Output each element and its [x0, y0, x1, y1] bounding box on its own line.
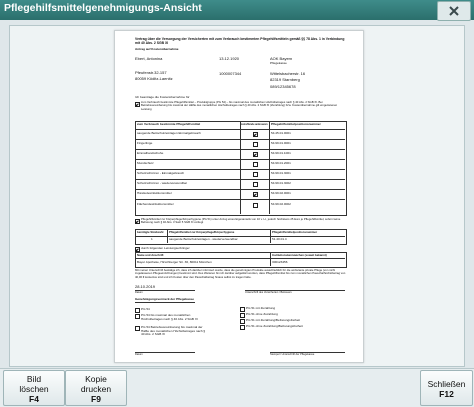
print-copy-button[interactable]: [65, 370, 127, 406]
th-item: zum Verbrauch bestimmte Pflegehilfsmittel: [137, 122, 201, 126]
patient-name: Ebert, Antonina: [135, 56, 163, 61]
row-checkbox: [253, 192, 258, 197]
row-number: 54.99.02.0001: [271, 191, 291, 195]
row-number: 54.45.01.0001: [271, 131, 291, 135]
insured-number: 1000007344: [219, 71, 242, 76]
sign-date-label: Datum: [135, 291, 143, 294]
t2-th-item: Pflegehilfsmittel zur Körperpflege/Körperhygiene: [169, 230, 235, 234]
close-button[interactable]: [437, 1, 471, 21]
patient-city: 80059 Köditz-Laenitz: [135, 76, 173, 81]
provider-name: Bayer Apotheke, Hirschberger Str. 36, 80011 München: [137, 260, 212, 264]
option1-text: zum Verbrauch bestimmte Pflegehilfsmittel – Produktgruppe (PG 54) – bis maximal des monatlichen Höchstbetrages nach § 40 Abs. 2 SGB XI. Bei Betriebsvereinbarung bis maximal der Hälfte des monatlichen Höchstbetrages nach § 40 Abs. 2 SGB XI (Zuzahlung) bzw. Kostenübernahme gilt eingetretenen Leistung: [141, 100, 338, 111]
row-checkbox: [253, 172, 258, 177]
row-item: Schutzschürzen - wiederverwendbar: [137, 181, 188, 185]
row-checkbox: [253, 203, 258, 208]
close-window-label: Schließen: [427, 379, 466, 389]
row-number: 54.99.02.0002: [271, 202, 291, 206]
th-check: zutreffende ankreuzen: [241, 123, 268, 126]
row-checkbox: [253, 182, 258, 187]
provider-ik: 300123456: [272, 260, 288, 264]
t3-th-ik: Institutionskennzeichen (soweit bekannt): [272, 253, 327, 257]
row-item: Fingerlinge: [137, 141, 153, 145]
delete-image-key: F4: [29, 394, 39, 404]
approval-option: PG 51 ohne Zuzahlung/Befreiungsfreiheit: [246, 324, 303, 328]
row-number: 54.99.01.3002: [271, 181, 291, 185]
delete-image-label-1: Bild: [26, 374, 42, 384]
close-icon: [448, 5, 460, 17]
insurer-city: 82319 Starnberg: [270, 77, 300, 82]
approval-option: PG 54: [141, 307, 150, 311]
sign-label: Unterschrift des Versicherten / Betreuers: [245, 291, 292, 294]
close-window-key: F12: [439, 389, 454, 399]
row-number: 54.99.01.3001: [271, 171, 291, 175]
th-number: Pflegehilfsmittelpositionsnummer: [271, 122, 321, 126]
approval-option: PG 54 bis maximal des monatlichen Höchstbetrages nach § 40 Abs. 2 SGB XI: [141, 313, 198, 321]
t2-th-qty: benötigte Stückzahl: [137, 230, 164, 234]
row-checkbox: [253, 142, 258, 147]
sign-date: 28.10.2019: [135, 284, 156, 289]
insurer-phone: 089/12345678: [270, 84, 296, 89]
birthdate: 13.12.1920: [219, 56, 240, 61]
approval-checkbox: [240, 319, 245, 324]
row-item: saugende Bettschutzeinlagen Einmalgebrauch: [137, 131, 201, 135]
approval-checkbox: [240, 307, 245, 312]
insurer-name: AOK Bayern: [270, 56, 293, 61]
print-copy-label-1: Kopie: [85, 374, 107, 384]
approval-option: PG 51 mit Zuzahlung/Befreiungsfreiheit: [246, 318, 300, 322]
row-number: 54.99.01.1001: [271, 151, 291, 155]
option3-text: durch folgenden Leistungserbringer: [141, 246, 190, 250]
approval-checkbox: [135, 326, 140, 331]
delete-image-button[interactable]: [3, 370, 65, 406]
approval-option: PG 51 ohne Zuzahlung: [246, 312, 278, 316]
row-checkbox: [253, 152, 258, 157]
row-item: Flächendesinfektionsmittel: [137, 202, 174, 206]
image-viewer[interactable]: [9, 25, 465, 367]
insurer-street: Wittelsbacherstr. 16: [270, 71, 306, 76]
option2-checkbox: [135, 219, 140, 224]
close-window-button[interactable]: [420, 370, 473, 406]
delete-image-label-2: löschen: [19, 384, 49, 394]
t2-number: 51.40.01.4: [272, 237, 287, 241]
footer-date-label: Datum: [135, 353, 143, 356]
insurer-sub: Pflegekasse: [270, 61, 287, 65]
patient-street: Pfeufenstr.32-157: [135, 70, 167, 75]
consent-text: Mit meiner Unterschrift bestätige ich, dass ich darüber informiert wurde, dass die genehmigten Produkte ausschließlich für die ambulante private Pflege (von nicht zugelassenen Pflegeeinrichtungen) bestimmt sind. Des Weiteren bin ich darüber aufgeklärt worden, dass Pflegehilfsmittel bis zum monatlichen Pauschalhöchstbetrag von 40,00 € kostenlos sind und ich Kosten über den Pauschalbetrag hinaus selbst zu tragen habe.: [135, 268, 346, 279]
approval-checkbox: [240, 325, 245, 330]
approval-checkbox: [135, 308, 140, 313]
footer-stamp-label: Stempel / Unterschrift der Pflegekasse: [270, 353, 315, 356]
approval-checkbox: [135, 314, 140, 319]
request-intro: Ich beantrage die Kostenübernahme für: [135, 95, 190, 99]
document-page: [114, 30, 364, 363]
t2-th-number: Pflegehilfsmittelpositionsnummer: [272, 230, 318, 234]
approval-option: PG 54 Betriebsvereinbarung bis maximal der Hälfte des monatlichen Höchstbetrages nach § 40 Abs. 2 SGB XI: [141, 325, 206, 337]
approval-option: PG 51 mit Zuzahlung: [246, 306, 276, 310]
row-item: Einmalhandschuhe: [137, 151, 164, 155]
t2-qty: 1: [151, 237, 153, 241]
approval-checkbox: [240, 313, 245, 318]
option1-checkbox: [135, 102, 140, 107]
row-item: Schutzschürzen - Einmalgebrauch: [137, 171, 185, 175]
row-item: Mundschutz: [137, 161, 154, 165]
row-number: 54.99.01.0001: [271, 141, 291, 145]
row-number: 54.99.01.2001: [271, 161, 291, 165]
t3-th-name: Name und Anschrift: [137, 253, 164, 257]
window-title: Pflegehilfsmittelgenehmigungs-Ansicht: [4, 2, 202, 14]
approval-heading: Genehmigungsvermerk der Pflegekasse: [135, 297, 194, 301]
print-copy-label-2: drucken: [80, 384, 112, 394]
row-checkbox: [253, 132, 258, 137]
print-copy-key: F9: [91, 394, 101, 404]
antrag-label: Antrag auf Kostenübernahme: [135, 47, 179, 51]
t2-item: saugende Bettschutzeinlagen - wiederverwendbar: [169, 237, 238, 241]
row-item: Händedesinfektionsmittel: [137, 191, 172, 195]
option2-text: Pflegehilfsmittel zur Körperpflege/Körperhygiene (PG 51) unter Anzug eines Eigenanteils von 10 v. H., jedoch höchstens 25 Euro je Pflegehilfsmittel, sofern keine Befreiung nach § 40 Abs. 3 Satz 5 SGB XI vorliegt: [141, 217, 341, 225]
doc-heading: Vertrag über die Versorgung der Versicherten mit zum Verbrauch bestimmten Pflegehilfsmitteln gemäß §§ 78 Abs. 1 in Verbindung mit 40 Abs. 2 SGB XI: [135, 37, 345, 45]
title-bar: [0, 0, 474, 20]
row-checkbox: [253, 162, 258, 167]
